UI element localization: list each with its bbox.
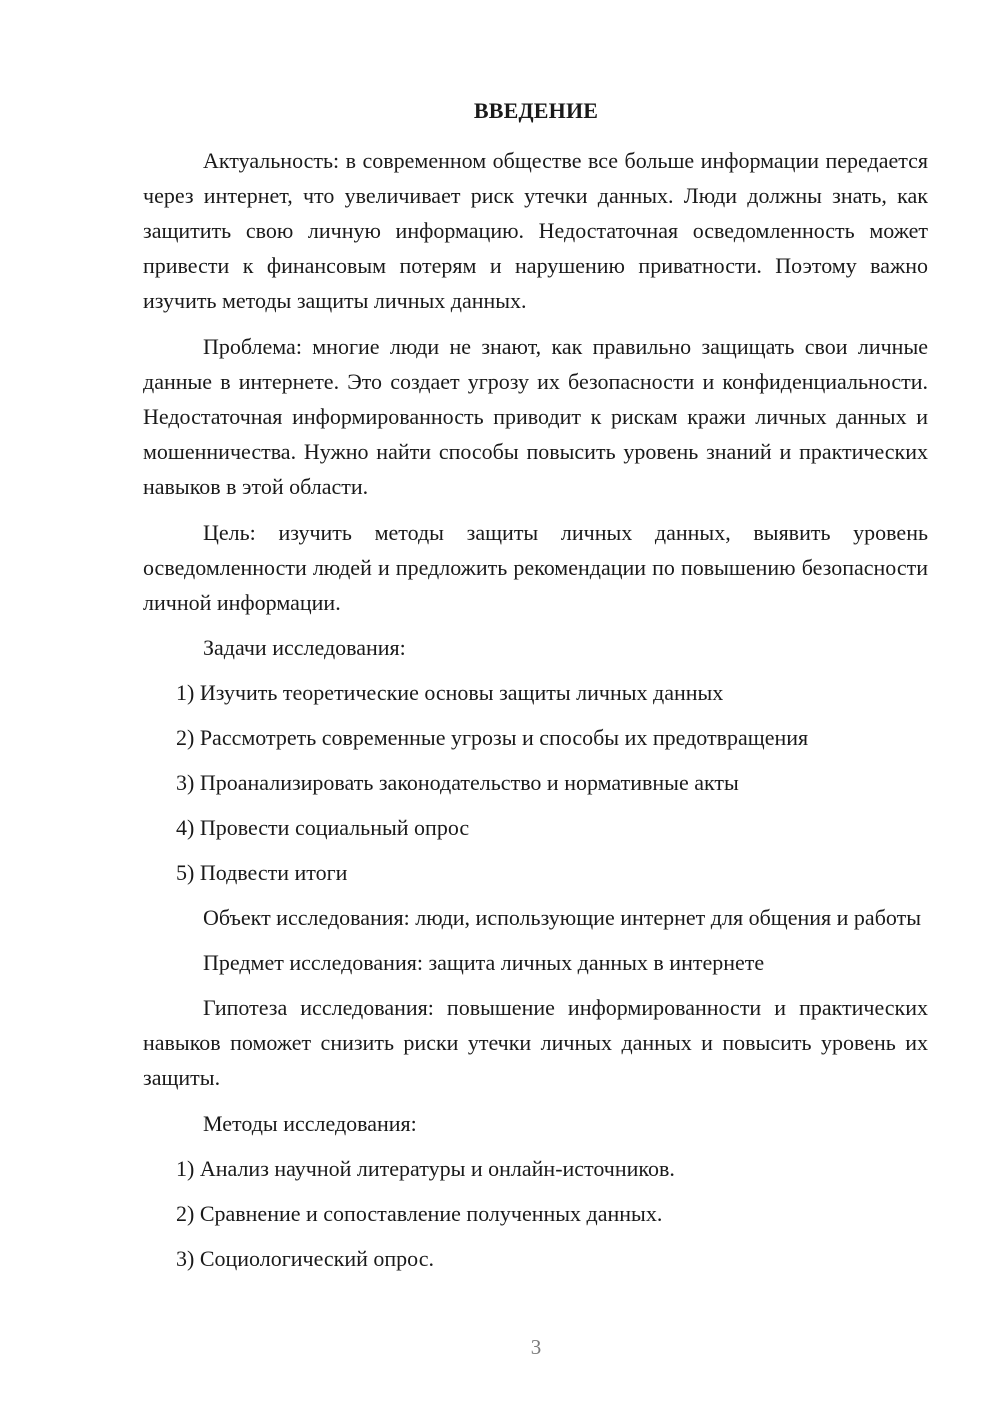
list-item: 1) Анализ научной литературы и онлайн-источников. (176, 1156, 675, 1181)
list-item: 5) Подвести итоги (176, 860, 348, 885)
document-body (143, 143, 928, 1276)
tasks-heading: Задачи исследования: (203, 635, 406, 660)
list-item: 3) Проанализировать законодательство и нормативные акты (176, 770, 739, 795)
list-item: 3) Социологический опрос. (176, 1246, 434, 1271)
list-item: 4) Провести социальный опрос (176, 815, 470, 840)
tasks-list (143, 675, 928, 890)
goal-paragraph: Цель: изучить методы защиты личных данных, выявить уровень осведомленности людей и предложить рекомендации по повышению безопасности личной информации. (143, 520, 928, 615)
list-item: 2) Сравнение и сопоставление полученных данных. (176, 1201, 663, 1226)
relevance-paragraph: Актуальность: в современном обществе все больше информации передается через интернет, что увеличивает риск утечки данных. Люди должны знать, как защитить свою личную информацию. Недостаточная осведомленность может привести к финансовым потерям и нарушению приватности. Поэтому важно изучить методы защиты личных данных. (143, 148, 928, 313)
methods-heading: Методы исследования: (203, 1111, 417, 1136)
list-item: 1) Изучить теоретические основы защиты личных данных (176, 680, 724, 705)
page-number: 3 (530, 1335, 542, 1359)
page-title: ВВЕДЕНИЕ (473, 98, 599, 123)
methods-list (143, 1151, 928, 1276)
hypothesis-paragraph: Гипотеза исследования: повышение информированности и практических навыков поможет снизить риски утечки личных данных и повысить уровень их защиты. (143, 995, 928, 1090)
object-paragraph: Объект исследования: люди, использующие интернет для общения и работы (203, 905, 921, 930)
subject-paragraph: Предмет исследования: защита личных данных в интернете (203, 950, 765, 975)
list-item: 2) Рассмотреть современные угрозы и способы их предотвращения (176, 725, 809, 750)
problem-paragraph: Проблема: многие люди не знают, как правильно защищать свои личные данные в интернете. Это создает угрозу их безопасности и конфиденциальности. Недостаточная информированность приводит к рискам кражи личных данных и мошенничества. Нужно найти способы повысить уровень знаний и практических навыков в этой области. (143, 334, 928, 499)
